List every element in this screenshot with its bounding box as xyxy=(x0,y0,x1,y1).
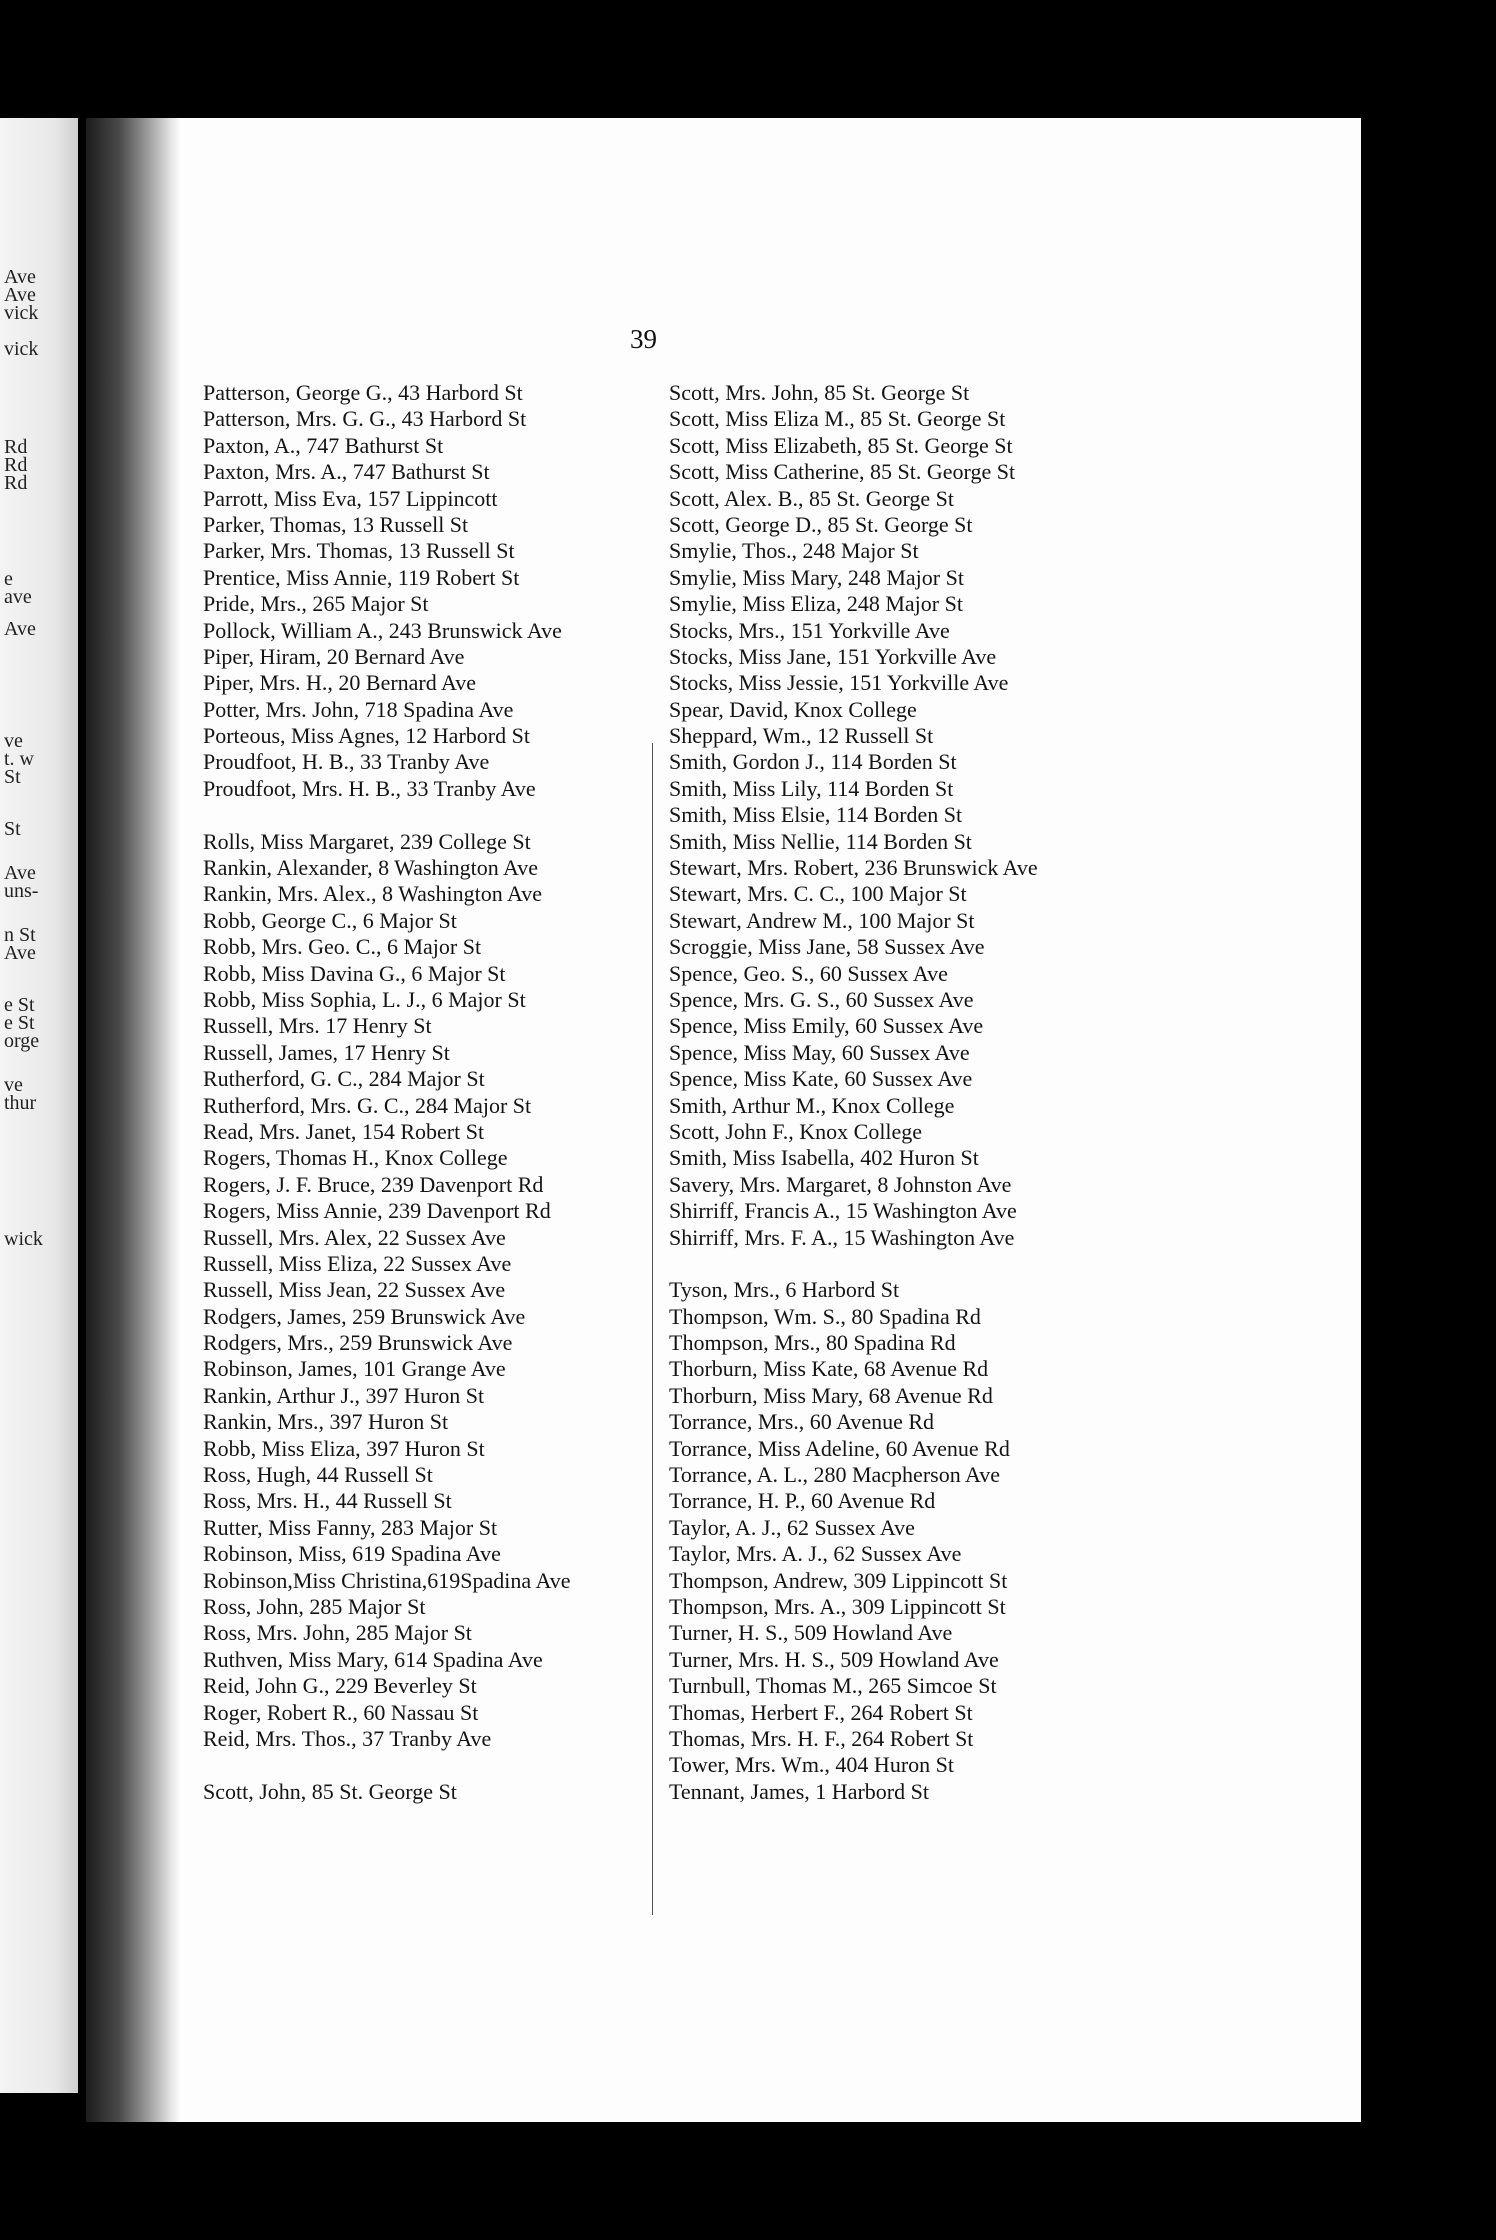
facing-page-text: ve xyxy=(4,1074,23,1096)
directory-entry: Smylie, Miss Mary, 248 Major St xyxy=(669,564,964,590)
facing-page-text: e St xyxy=(4,1012,35,1034)
directory-entry: Stewart, Mrs. Robert, 236 Brunswick Ave xyxy=(669,855,1038,881)
directory-entry: Thorburn, Miss Mary, 68 Avenue Rd xyxy=(669,1382,993,1408)
directory-entry: Turner, H. S., 509 Howland Ave xyxy=(669,1620,953,1646)
directory-entry: Robb, Mrs. Geo. C., 6 Major St xyxy=(203,934,482,960)
directory-entry: Taylor, Mrs. A. J., 62 Sussex Ave xyxy=(669,1541,962,1567)
column-divider xyxy=(652,743,653,1915)
directory-entry: Spence, Miss May, 60 Sussex Ave xyxy=(669,1039,970,1065)
directory-entry: Patterson, Mrs. G. G., 43 Harbord St xyxy=(203,406,527,432)
directory-column-left xyxy=(203,380,723,1805)
facing-page-text: uns- xyxy=(4,880,39,902)
directory-entry: Paxton, A., 747 Bathurst St xyxy=(203,432,444,458)
directory-entry: Thorburn, Miss Kate, 68 Avenue Rd xyxy=(669,1356,989,1382)
directory-entry: Rankin, Alexander, 8 Washington Ave xyxy=(203,855,539,881)
facing-page-text: ve xyxy=(4,730,23,752)
directory-entry: Parker, Mrs. Thomas, 13 Russell St xyxy=(203,538,515,564)
facing-page-text: ave xyxy=(4,586,32,608)
directory-entry: Prentice, Miss Annie, 119 Robert St xyxy=(203,564,520,590)
facing-page-text: Rd xyxy=(4,436,28,458)
directory-entry: Turnbull, Thomas M., 265 Simcoe St xyxy=(669,1673,997,1699)
directory-entry: Scott, Miss Catherine, 85 St. George St xyxy=(669,459,1016,485)
directory-entry: Scroggie, Miss Jane, 58 Sussex Ave xyxy=(669,934,985,960)
directory-entry: Porteous, Miss Agnes, 12 Harbord St xyxy=(203,723,530,749)
facing-page-text: Ave xyxy=(4,862,36,884)
facing-page-text: Rd xyxy=(4,454,28,476)
directory-entry: Scott, John F., Knox College xyxy=(669,1118,923,1144)
directory-entry: Tower, Mrs. Wm., 404 Huron St xyxy=(669,1752,954,1778)
directory-entry: Tyson, Mrs., 6 Harbord St xyxy=(669,1277,900,1303)
directory-entry: Roger, Robert R., 60 Nassau St xyxy=(203,1699,479,1725)
facing-page-text: vick xyxy=(4,338,39,360)
directory-entry: Rankin, Mrs., 397 Huron St xyxy=(203,1409,449,1435)
directory-entry: Spear, David, Knox College xyxy=(669,696,917,722)
facing-page-text: St xyxy=(4,766,21,788)
directory-entry: Scott, Alex. B., 85 St. George St xyxy=(669,485,954,511)
facing-page-text: St xyxy=(4,818,21,840)
directory-entry: Proudfoot, Mrs. H. B., 33 Tranby Ave xyxy=(203,775,536,801)
directory-entry: Scott, Mrs. John, 85 St. George St xyxy=(669,380,970,405)
facing-page-text: e xyxy=(4,568,13,590)
directory-entry: Scott, Miss Eliza M., 85 St. George St xyxy=(669,406,1006,432)
directory-entry: Stocks, Miss Jessie, 151 Yorkville Ave xyxy=(669,670,1009,696)
directory-entry: Smith, Arthur M., Knox College xyxy=(669,1092,955,1118)
directory-entry xyxy=(203,802,723,828)
directory-entry: Rutter, Miss Fanny, 283 Major St xyxy=(203,1514,498,1540)
directory-entry: Robinson, Miss, 619 Spadina Ave xyxy=(203,1541,501,1567)
directory-entry: Thomas, Mrs. H. F., 264 Robert St xyxy=(669,1725,974,1751)
directory-entry xyxy=(669,1251,1229,1277)
directory-column-right xyxy=(669,380,1229,1805)
directory-entry: Pollock, William A., 243 Brunswick Ave xyxy=(203,617,562,643)
directory-entry: Turner, Mrs. H. S., 509 Howland Ave xyxy=(669,1646,999,1672)
directory-entry: Smylie, Thos., 248 Major St xyxy=(669,538,919,564)
facing-page-text: thur xyxy=(4,1092,37,1114)
directory-entry: Rolls, Miss Margaret, 239 College St xyxy=(203,828,531,854)
directory-entry: Ross, John, 285 Major St xyxy=(203,1593,426,1619)
facing-page-fragment xyxy=(0,118,78,2093)
directory-entry: Proudfoot, H. B., 33 Tranby Ave xyxy=(203,749,490,775)
directory-entry: Stewart, Andrew M., 100 Major St xyxy=(669,907,975,933)
directory-entry: Russell, Mrs. Alex, 22 Sussex Ave xyxy=(203,1224,506,1250)
directory-entry: Smith, Gordon J., 114 Borden St xyxy=(669,749,957,775)
directory-entry: Rodgers, James, 259 Brunswick Ave xyxy=(203,1303,526,1329)
directory-entry: Thompson, Wm. S., 80 Spadina Rd xyxy=(669,1303,981,1329)
directory-entry: Spence, Geo. S., 60 Sussex Ave xyxy=(669,960,948,986)
directory-entry: Paxton, Mrs. A., 747 Bathurst St xyxy=(203,459,490,485)
directory-entry: Smith, Miss Isabella, 402 Huron St xyxy=(669,1145,979,1171)
directory-entry: Stocks, Mrs., 151 Yorkville Ave xyxy=(669,617,950,643)
directory-entry: Read, Mrs. Janet, 154 Robert St xyxy=(203,1118,485,1144)
directory-entry xyxy=(203,1752,723,1778)
facing-page-text: e St xyxy=(4,994,35,1016)
directory-entry: Savery, Mrs. Margaret, 8 Johnston Ave xyxy=(669,1171,1012,1197)
directory-entry: Rankin, Mrs. Alex., 8 Washington Ave xyxy=(203,881,543,907)
directory-entry: Ross, Mrs. John, 285 Major St xyxy=(203,1620,472,1646)
scan-border xyxy=(1361,118,1496,2240)
facing-page-text: Ave xyxy=(4,266,36,288)
facing-page-text: wick xyxy=(4,1228,43,1250)
directory-entry: Shirriff, Mrs. F. A., 15 Washington Ave xyxy=(669,1224,1015,1250)
facing-page-text: Ave xyxy=(4,284,36,306)
directory-entry: Robb, George C., 6 Major St xyxy=(203,907,457,933)
directory-entry: Torrance, A. L., 280 Macpherson Ave xyxy=(669,1462,1001,1488)
directory-entry: Thompson, Andrew, 309 Lippincott St xyxy=(669,1567,1008,1593)
directory-entry: Spence, Miss Emily, 60 Sussex Ave xyxy=(669,1013,984,1039)
directory-entry: Rutherford, G. C., 284 Major St xyxy=(203,1066,485,1092)
directory-entry: Torrance, Miss Adeline, 60 Avenue Rd xyxy=(669,1435,1010,1461)
directory-entry: Stewart, Mrs. C. C., 100 Major St xyxy=(669,881,967,907)
directory-entry: Torrance, H. P., 60 Avenue Rd xyxy=(669,1488,936,1514)
directory-entry: Robb, Miss Sophia, L. J., 6 Major St xyxy=(203,986,526,1012)
directory-entry: Scott, John, 85 St. George St xyxy=(203,1778,457,1804)
facing-page-text: t. w xyxy=(4,748,34,770)
directory-entry: Spence, Mrs. G. S., 60 Sussex Ave xyxy=(669,986,974,1012)
directory-entry: Russell, Miss Eliza, 22 Sussex Ave xyxy=(203,1250,512,1276)
directory-entry: Robb, Miss Eliza, 397 Huron St xyxy=(203,1435,485,1461)
directory-entry: Scott, George D., 85 St. George St xyxy=(669,511,973,537)
facing-page-text: Ave xyxy=(4,942,36,964)
directory-entry: Tennant, James, 1 Harbord St xyxy=(669,1778,929,1804)
directory-entry: Scott, Miss Elizabeth, 85 St. George St xyxy=(669,432,1013,458)
directory-entry: Reid, John G., 229 Beverley St xyxy=(203,1673,477,1699)
directory-entry: Ruthven, Miss Mary, 614 Spadina Ave xyxy=(203,1646,543,1672)
directory-entry: Piper, Mrs. H., 20 Bernard Ave xyxy=(203,670,477,696)
directory-entry: Pride, Mrs., 265 Major St xyxy=(203,591,429,617)
directory-entry: Thompson, Mrs. A., 309 Lippincott St xyxy=(669,1593,1006,1619)
directory-entry: Sheppard, Wm., 12 Russell St xyxy=(669,723,934,749)
page-number: 39 xyxy=(630,324,657,354)
directory-entry: Smith, Miss Lily, 114 Borden St xyxy=(669,775,954,801)
directory-entry: Rutherford, Mrs. G. C., 284 Major St xyxy=(203,1092,532,1118)
directory-entry: Taylor, A. J., 62 Sussex Ave xyxy=(669,1514,915,1540)
directory-entry: Ross, Hugh, 44 Russell St xyxy=(203,1462,433,1488)
directory-entry: Shirriff, Francis A., 15 Washington Ave xyxy=(669,1198,1017,1224)
facing-page-text: n St xyxy=(4,924,36,946)
directory-page xyxy=(86,118,1361,2122)
directory-entry: Spence, Miss Kate, 60 Sussex Ave xyxy=(669,1066,973,1092)
facing-page-text: orge xyxy=(4,1030,40,1052)
directory-entry: Smylie, Miss Eliza, 248 Major St xyxy=(669,591,963,617)
directory-entry: Rodgers, Mrs., 259 Brunswick Ave xyxy=(203,1330,513,1356)
directory-entry: Russell, Mrs. 17 Henry St xyxy=(203,1013,432,1039)
directory-entry: Parrott, Miss Eva, 157 Lippincott xyxy=(203,485,498,511)
directory-entry: Patterson, George G., 43 Harbord St xyxy=(203,380,523,405)
facing-page-text: Ave xyxy=(4,618,36,640)
directory-entry: Ross, Mrs. H., 44 Russell St xyxy=(203,1488,452,1514)
directory-entry: Stocks, Miss Jane, 151 Yorkville Ave xyxy=(669,643,997,669)
directory-entry: Parker, Thomas, 13 Russell St xyxy=(203,511,469,537)
directory-entry: Torrance, Mrs., 60 Avenue Rd xyxy=(669,1409,935,1435)
directory-entry: Russell, Miss Jean, 22 Sussex Ave xyxy=(203,1277,506,1303)
directory-entry: Robinson,Miss Christina,619Spadina Ave xyxy=(203,1567,571,1593)
directory-entry: Rogers, Miss Annie, 239 Davenport Rd xyxy=(203,1198,551,1224)
directory-entry: Rogers, Thomas H., Knox College xyxy=(203,1145,508,1171)
directory-entry: Piper, Hiram, 20 Bernard Ave xyxy=(203,643,465,669)
directory-entry: Thomas, Herbert F., 264 Robert St xyxy=(669,1699,973,1725)
directory-entry: Robinson, James, 101 Grange Ave xyxy=(203,1356,506,1382)
directory-entry: Rankin, Arthur J., 397 Huron St xyxy=(203,1382,485,1408)
facing-page-text: vick xyxy=(4,302,39,324)
directory-entry: Reid, Mrs. Thos., 37 Tranby Ave xyxy=(203,1725,492,1751)
directory-entry: Russell, James, 17 Henry St xyxy=(203,1039,450,1065)
directory-entry: Thompson, Mrs., 80 Spadina Rd xyxy=(669,1330,956,1356)
directory-entry: Rogers, J. F. Bruce, 239 Davenport Rd xyxy=(203,1171,544,1197)
facing-page-text: Rd xyxy=(4,472,28,494)
directory-entry: Potter, Mrs. John, 718 Spadina Ave xyxy=(203,696,514,722)
directory-entry: Smith, Miss Nellie, 114 Borden St xyxy=(669,828,972,854)
book-gutter-shadow xyxy=(86,118,181,2122)
directory-entry: Smith, Miss Elsie, 114 Borden St xyxy=(669,802,963,828)
directory-entry: Robb, Miss Davina G., 6 Major St xyxy=(203,960,506,986)
